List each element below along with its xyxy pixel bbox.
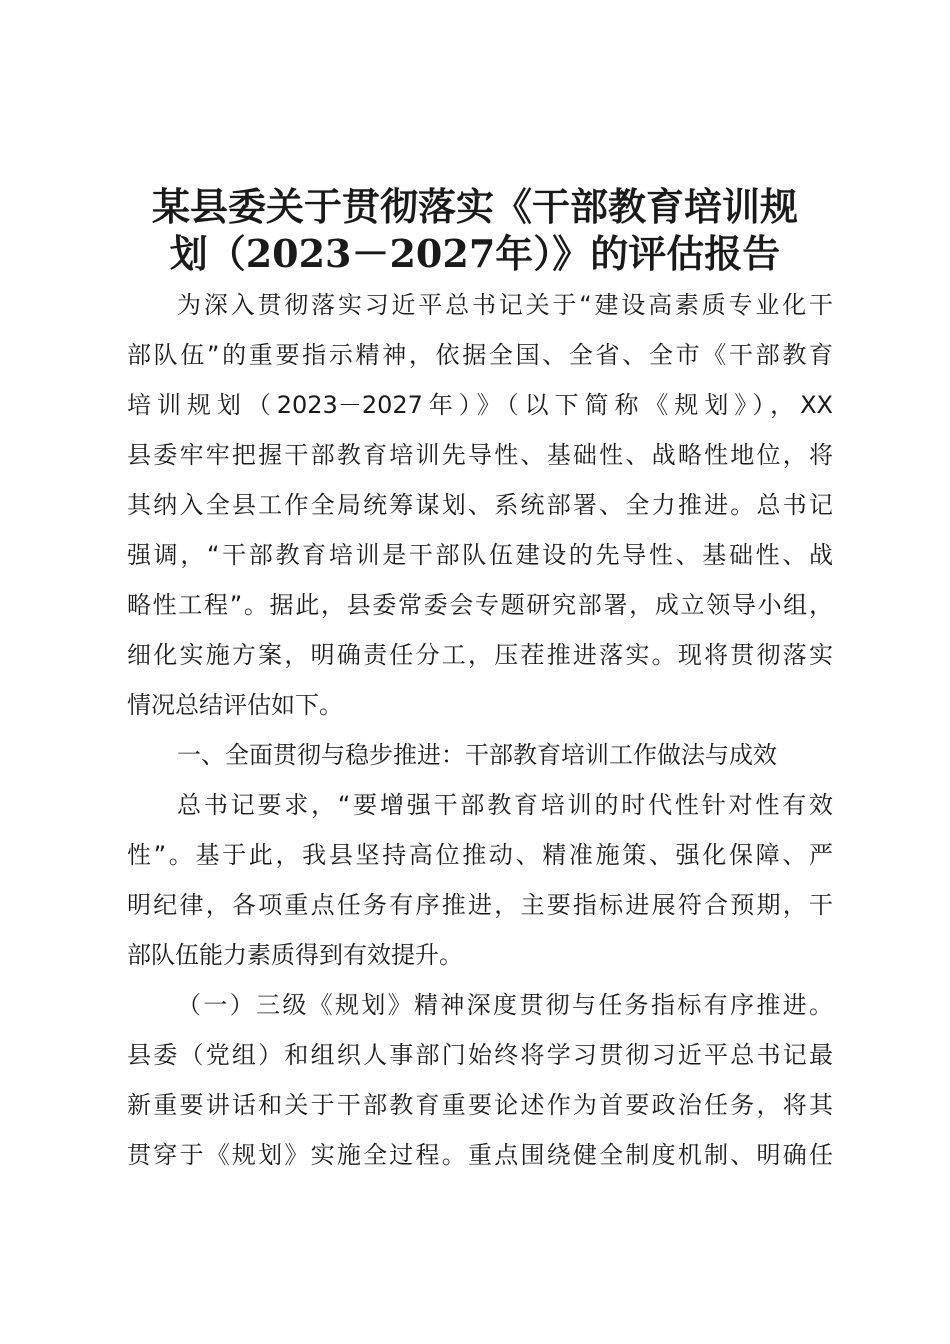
paragraph-line: 总书记要求，“要增强干部教育培训的时代性针对性有效 [177, 791, 833, 819]
paragraph-line: 部队伍”的重要指示精神，依据全国、全省、全市《干部教育 [127, 341, 833, 369]
paragraph-line: 性”。基于此，我县坚持高位推动、精准施策、强化保障、严 [127, 841, 833, 869]
paragraph-line: 略性工程”。据此，县委常委会专题研究部署，成立领导小组， [127, 591, 833, 619]
document-title [115, 183, 835, 277]
paragraph-line: 细化实施方案，明确责任分工，压茬推进落实。现将贯彻落实 [127, 641, 833, 669]
paragraph-section-one [127, 780, 833, 980]
paragraph-intro [127, 280, 833, 730]
paragraph-line: 县委牢牢把握干部教育培训先导性、基础性、战略性地位，将 [127, 441, 833, 469]
paragraph-line: 为深入贯彻落实习近平总书记关于“建设高素质专业化干 [177, 291, 833, 319]
title-line: 某县委关于贯彻落实《干部教育培训规 [151, 184, 798, 229]
paragraph-line: 情况总结评估如下。 [127, 691, 343, 719]
paragraph-line: 其纳入全县工作全局统筹谋划、系统部署、全力推进。总书记 [127, 491, 833, 519]
subsection-heading-line: （一）三级《规划》精神深度贯彻与任务指标有序推进。 [177, 991, 833, 1019]
paragraph-line: 新重要讲话和关于干部教育重要论述作为首要政治任务，将其 [127, 1091, 833, 1119]
paragraph-line: 县委（党组）和组织人事部门始终将学习贯彻习近平总书记最 [127, 1041, 833, 1069]
document-body [127, 280, 833, 1180]
paragraph-subsection-one [127, 980, 833, 1180]
paragraph-line: 强调，“干部教育培训是干部队伍建设的先导性、基础性、战 [127, 541, 833, 569]
title-line: 划（2023－2027年）》的评估报告 [169, 231, 781, 276]
paragraph-line: 培训规划（2023－2027年）》（以下简称《规划》），XX [127, 391, 833, 419]
paragraph-line: 明纪律，各项重点任务有序推进，主要指标进展符合预期，干 [127, 891, 833, 919]
paragraph-line: 贯穿于《规划》实施全过程。重点围绕健全制度机制、明确任 [127, 1141, 833, 1169]
section-heading: 一、全面贯彻与稳步推进：干部教育培训工作做法与成效 [177, 741, 777, 769]
paragraph-line: 部队伍能力素质得到有效提升。 [127, 941, 463, 969]
